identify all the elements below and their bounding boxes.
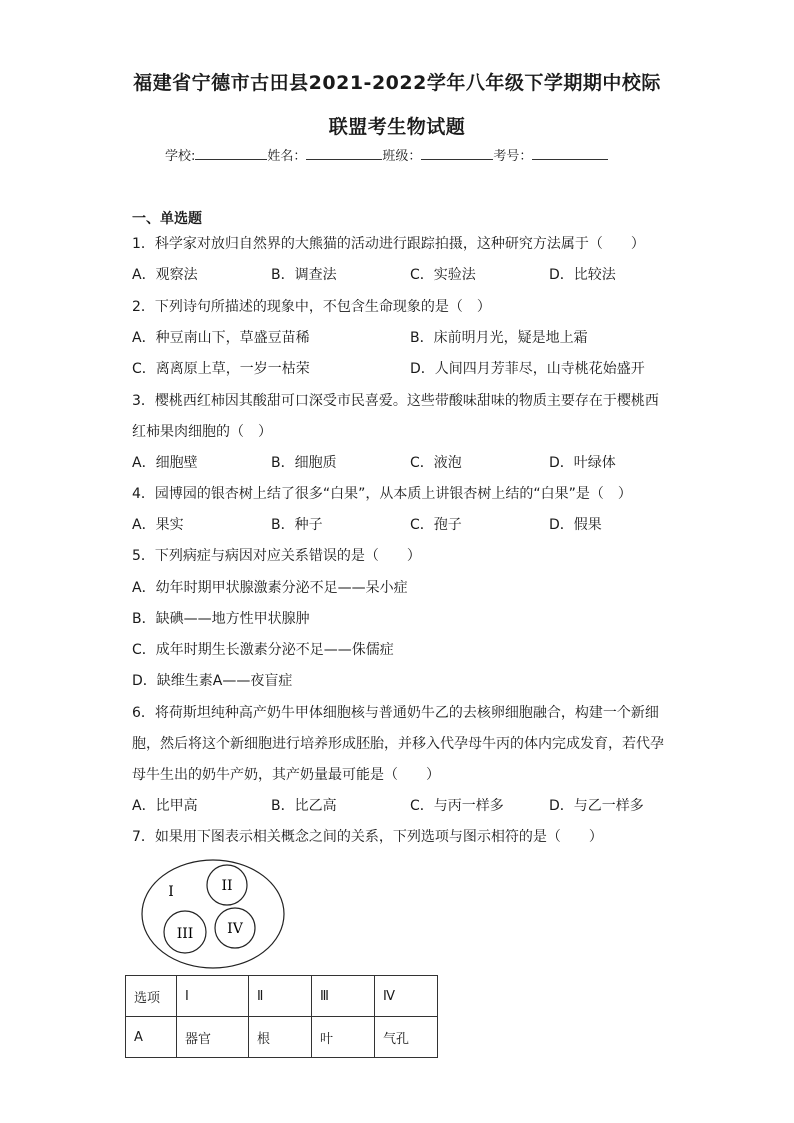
table-cell: 叶 bbox=[312, 1017, 375, 1058]
q6-option-a: A．比甲高 bbox=[132, 798, 198, 814]
q1-option-d: D．比较法 bbox=[549, 267, 616, 283]
school-blank bbox=[195, 147, 267, 160]
q2-option-b: B．床前明月光，疑是地上霜 bbox=[410, 330, 588, 346]
table-header-cell: Ⅳ bbox=[375, 976, 438, 1017]
q3-option-c: C．液泡 bbox=[410, 455, 462, 471]
q6-stem-line2: 胞，然后将这个新细胞进行培养形成胚胎，并移入代孕母牛丙的体内完成发育，若代孕 bbox=[132, 736, 664, 752]
q5-stem: 5．下列病症与病因对应关系错误的是（ ） bbox=[132, 548, 421, 564]
q6-stem-line1: 6．将荷斯坦纯种高产奶牛甲体细胞核与普通奶牛乙的去核卵细胞融合，构建一个新细 bbox=[132, 705, 659, 721]
q5-option-d: D．缺维生素A——夜盲症 bbox=[132, 673, 293, 689]
q1-stem: 1．科学家对放归自然界的大熊猫的活动进行跟踪拍摄，这种研究方法属于（ ） bbox=[132, 236, 645, 252]
name-blank bbox=[306, 147, 382, 160]
q6-option-d: D．与乙一样多 bbox=[549, 798, 644, 814]
table-cell: 器官 bbox=[177, 1017, 249, 1058]
q4-stem: 4．园博园的银杏树上结了很多“白果”，从本质上讲银杏树上结的“白果”是（ ） bbox=[132, 486, 632, 502]
section-heading: 一、单选题 bbox=[132, 211, 202, 227]
q2-option-d: D．人间四月芳菲尽，山寺桃花始盛开 bbox=[410, 361, 645, 377]
q5-option-c: C．成年时期生长激素分泌不足——侏儒症 bbox=[132, 642, 394, 658]
q2-stem: 2．下列诗句所描述的现象中，不包含生命现象的是（ ） bbox=[132, 299, 491, 315]
number-blank bbox=[532, 147, 608, 160]
table-header-cell: Ⅲ bbox=[312, 976, 375, 1017]
class-label: 班级： bbox=[382, 149, 422, 164]
name-label: 姓名： bbox=[267, 149, 307, 164]
q7-stem: 7．如果用下图表示相关概念之间的关系，下列选项与图示相符的是（ ） bbox=[132, 829, 603, 845]
q1-option-b: B．调查法 bbox=[271, 267, 337, 283]
q4-option-d: D．假果 bbox=[549, 517, 602, 533]
q6-option-c: C．与丙一样多 bbox=[410, 798, 504, 814]
q1-option-a: A．观察法 bbox=[132, 267, 198, 283]
exam-title-line2: 联盟考生物试题 bbox=[328, 116, 466, 138]
q3-option-d: D．叶绿体 bbox=[549, 455, 616, 471]
table-header-cell: I bbox=[177, 976, 249, 1017]
outer-circle-i bbox=[142, 860, 284, 968]
q5-option-a: A．幼年时期甲状腺激素分泌不足——呆小症 bbox=[132, 580, 408, 596]
q5-option-b: B．缺碘——地方性甲状腺肿 bbox=[132, 611, 310, 627]
q4-option-a: A．果实 bbox=[132, 517, 184, 533]
student-info-line bbox=[165, 145, 608, 164]
q2-option-c: C．离离原上草，一岁一枯荣 bbox=[132, 361, 310, 377]
table-header-cell: 选项 bbox=[126, 976, 177, 1017]
label-iii: III bbox=[176, 926, 194, 942]
q3-option-b: B．细胞质 bbox=[271, 455, 337, 471]
q4-option-c: C．孢子 bbox=[410, 517, 462, 533]
table-header-cell: Ⅱ bbox=[249, 976, 312, 1017]
table-row bbox=[126, 1017, 438, 1058]
q3-stem-line2: 红柿果肉细胞的（ ） bbox=[132, 424, 272, 440]
q1-option-c: C．实验法 bbox=[410, 267, 476, 283]
q7-options-table bbox=[125, 975, 438, 1058]
table-cell: 根 bbox=[249, 1017, 312, 1058]
number-label: 考号： bbox=[493, 149, 533, 164]
concept-diagram bbox=[140, 858, 286, 970]
label-ii: II bbox=[221, 878, 233, 894]
school-label: 学校: bbox=[165, 149, 196, 164]
q3-option-a: A．细胞壁 bbox=[132, 455, 198, 471]
class-blank bbox=[421, 147, 493, 160]
q6-option-b: B．比乙高 bbox=[271, 798, 337, 814]
exam-title-line1: 福建省宁德市古田县2021-2022学年八年级下学期期中校际 bbox=[133, 72, 661, 94]
q6-stem-line3: 母牛生出的奶牛产奶，其产奶量最可能是（ ） bbox=[132, 767, 440, 783]
table-cell: A bbox=[126, 1017, 177, 1058]
q2-option-a: A．种豆南山下，草盛豆苗稀 bbox=[132, 330, 310, 346]
q4-option-b: B．种子 bbox=[271, 517, 323, 533]
label-iv: IV bbox=[227, 921, 243, 937]
label-i: I bbox=[168, 884, 174, 900]
table-header-row bbox=[126, 976, 438, 1017]
table-cell: 气孔 bbox=[375, 1017, 438, 1058]
q3-stem-line1: 3．樱桃西红柿因其酸甜可口深受市民喜爱。这些带酸味甜味的物质主要存在于樱桃西 bbox=[132, 393, 659, 409]
